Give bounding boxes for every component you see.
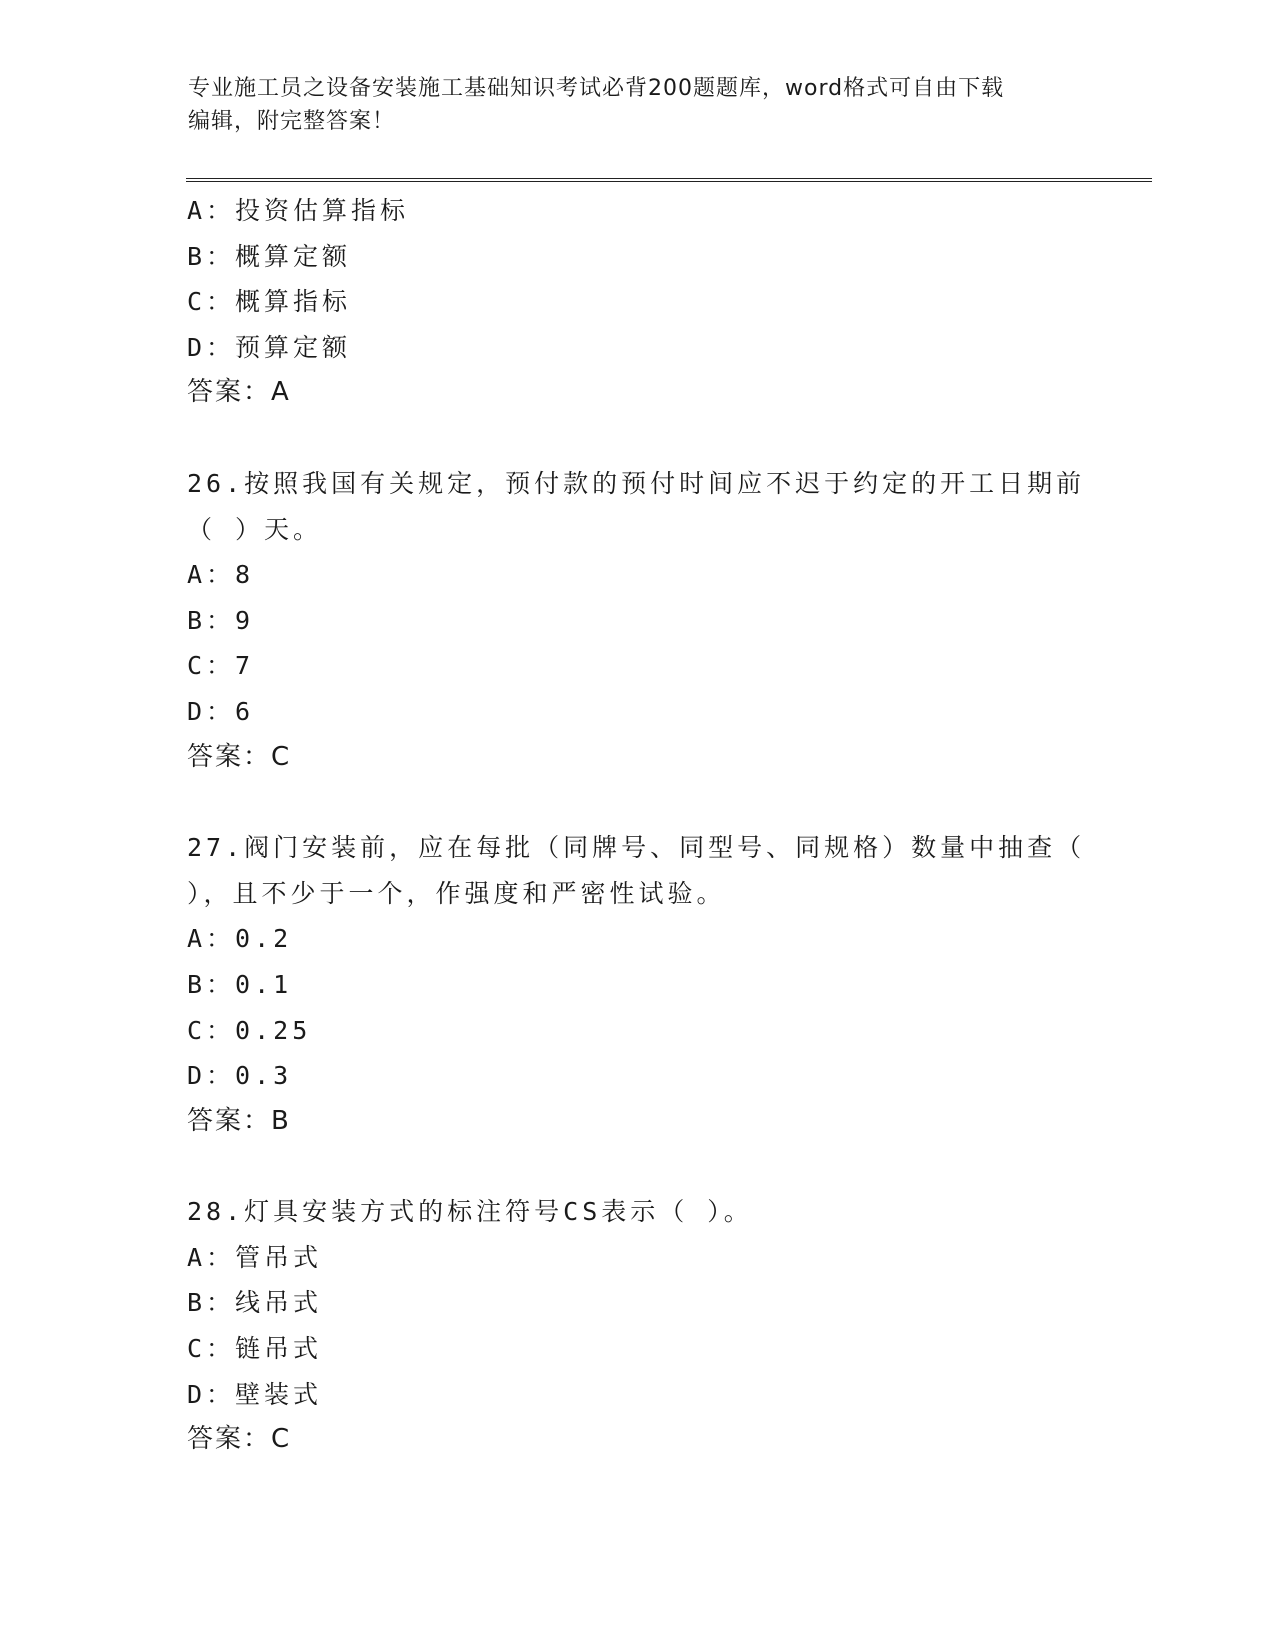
option-a: A：投资估算指标 <box>187 196 410 225</box>
option-d: D：6 <box>187 696 255 726</box>
option-d: D：预算定额 <box>187 332 352 362</box>
option-a: A：管吊式 <box>187 1242 323 1272</box>
option-d: D：0.3 <box>187 1061 293 1091</box>
option-b: B：概算定额 <box>187 241 352 271</box>
option-c: C：7 <box>187 651 255 681</box>
question-text-line-1: 28.灯具安装方式的标注符号CS表示（ ）。 <box>187 1197 753 1227</box>
question-text-line-2: （ ）天。 <box>187 514 323 544</box>
header-double-rule <box>186 178 1152 182</box>
question-26 <box>187 461 1087 780</box>
spacer <box>187 1144 1087 1189</box>
answer: 答案：C <box>187 741 292 772</box>
header-line-2: 编辑，附完整答案！ <box>188 109 396 134</box>
answer: 答案：A <box>187 377 291 408</box>
option-c: C：0.25 <box>187 1015 312 1045</box>
spacer <box>187 780 1087 825</box>
option-c: C：链吊式 <box>187 1334 323 1364</box>
question-text-line-2: ），且不少于一个，作强度和严密性试验。 <box>187 878 726 908</box>
option-b: B：0.1 <box>187 969 293 999</box>
question-27 <box>187 825 1087 1144</box>
answer: 答案：C <box>187 1424 292 1455</box>
document-header <box>188 72 1078 138</box>
question-text-line-1: 27.阀门安装前，应在每批（同牌号、同型号、同规格）数量中抽查（ <box>187 833 1086 863</box>
option-a: A：8 <box>187 560 255 590</box>
question-list <box>187 188 1087 1463</box>
option-a: A：0.2 <box>187 924 293 954</box>
question-28 <box>187 1189 1087 1463</box>
question-text-line-1: 26.按照我国有关规定，预付款的预付时间应不迟于约定的开工日期前 <box>187 468 1086 498</box>
option-b: B：9 <box>187 605 255 635</box>
header-line-1: 专业施工员之设备安装施工基础知识考试必背200题题库，word格式可自由下载 <box>188 76 1005 101</box>
option-d: D：壁装式 <box>187 1379 323 1409</box>
option-b: B：线吊式 <box>187 1288 323 1318</box>
answer: 答案：B <box>187 1105 291 1136</box>
spacer <box>187 416 1087 461</box>
option-c: C：概算指标 <box>187 287 352 317</box>
question-25 <box>187 188 1087 416</box>
